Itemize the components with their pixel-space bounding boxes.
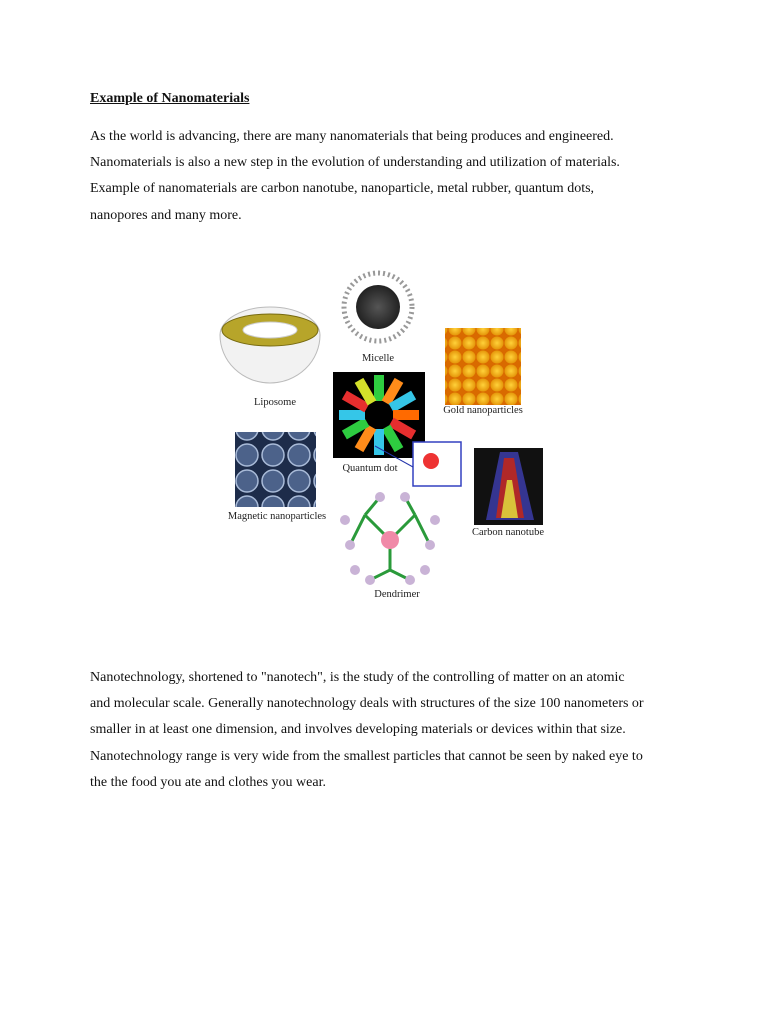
gold-nanoparticles-label: Gold nanoparticles (443, 405, 523, 416)
micelle-label: Micelle (361, 353, 395, 364)
text-line: As the world is advancing, there are many nanomaterials that being produces and engineered. (90, 129, 614, 144)
liposome-image (220, 307, 320, 383)
quantum-dot-label: Quantum dot (342, 463, 398, 474)
text-line: and molecular scale. Generally nanotechnology deals with structures of the size 100 nanometers or (90, 696, 644, 712)
text-line: Nanotechnology, shortened to "nanotech", is the study of the controlling of matter on an atomic (90, 670, 625, 685)
dendrimer-label: Dendrimer (374, 589, 420, 600)
micelle-image (344, 273, 412, 341)
dendrimer-image (340, 492, 440, 585)
magnetic-nanoparticles-label: Magnetic nanoparticles (227, 511, 327, 522)
section-heading: Example of Nanomaterials (90, 91, 250, 106)
text-line: smaller in at least one dimension, and involves developing materials or devices within that size. (90, 722, 626, 738)
text-line: Nanotechnology range is very wide from the smallest particles that cannot be seen by naked eye to (90, 748, 643, 764)
text-line: the the food you ate and clothes you wear. (90, 774, 326, 790)
carbon-nanotube-label: Carbon nanotube (471, 527, 545, 538)
text-line: Example of nanomaterials are carbon nanotube, nanoparticle, metal rubber, quantum dots, (90, 181, 595, 197)
text-line: nanopores and many more. (90, 207, 242, 223)
magnetic-nanoparticles-image (235, 432, 316, 507)
text-line: Nanomaterials is also a new step in the evolution of understanding and utilization of materials. (90, 155, 620, 171)
liposome-label: Liposome (254, 397, 296, 408)
nanotechnology-paragraph (90, 665, 700, 796)
gold-nanoparticles-image (445, 328, 521, 405)
carbon-nanotube-image (474, 448, 543, 525)
